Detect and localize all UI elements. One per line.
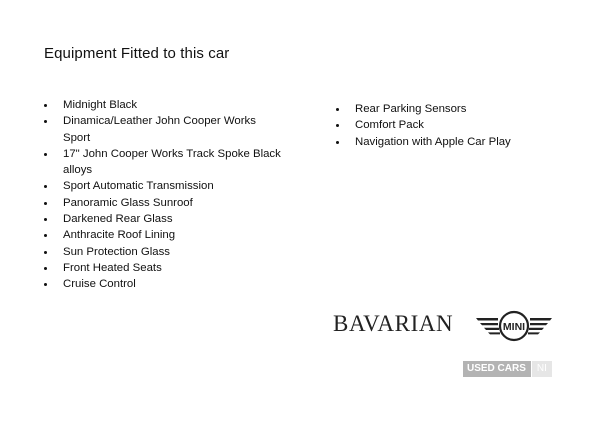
equipment-list-left <box>44 97 284 293</box>
badge-ni-label: NI <box>532 361 552 377</box>
equipment-list-right <box>336 101 576 150</box>
badge-used-cars-label: USED CARS <box>463 361 531 377</box>
list-item: Dinamica/Leather John Cooper Works Sport <box>44 113 284 146</box>
list-item: Anthracite Roof Lining <box>44 227 284 243</box>
list-item: Sun Protection Glass <box>44 244 284 260</box>
list-item: Midnight Black <box>44 97 284 113</box>
dealer-name: BAVARIAN <box>333 311 454 336</box>
list-item: Navigation with Apple Car Play <box>336 134 576 150</box>
list-item: Sport Automatic Transmission <box>44 178 284 194</box>
list-item: Rear Parking Sensors <box>336 101 576 117</box>
list-item: Darkened Rear Glass <box>44 211 284 227</box>
mini-logo-text: MINI <box>502 321 526 333</box>
list-item: Cruise Control <box>44 276 284 292</box>
mini-wings-logo <box>474 309 554 343</box>
page-title: Equipment Fitted to this car <box>44 45 230 62</box>
list-item: Panoramic Glass Sunroof <box>44 195 284 211</box>
used-cars-badge <box>463 361 552 377</box>
list-item: Front Heated Seats <box>44 260 284 276</box>
list-item: Comfort Pack <box>336 117 576 133</box>
list-item: 17" John Cooper Works Track Spoke Black alloys <box>44 146 284 179</box>
